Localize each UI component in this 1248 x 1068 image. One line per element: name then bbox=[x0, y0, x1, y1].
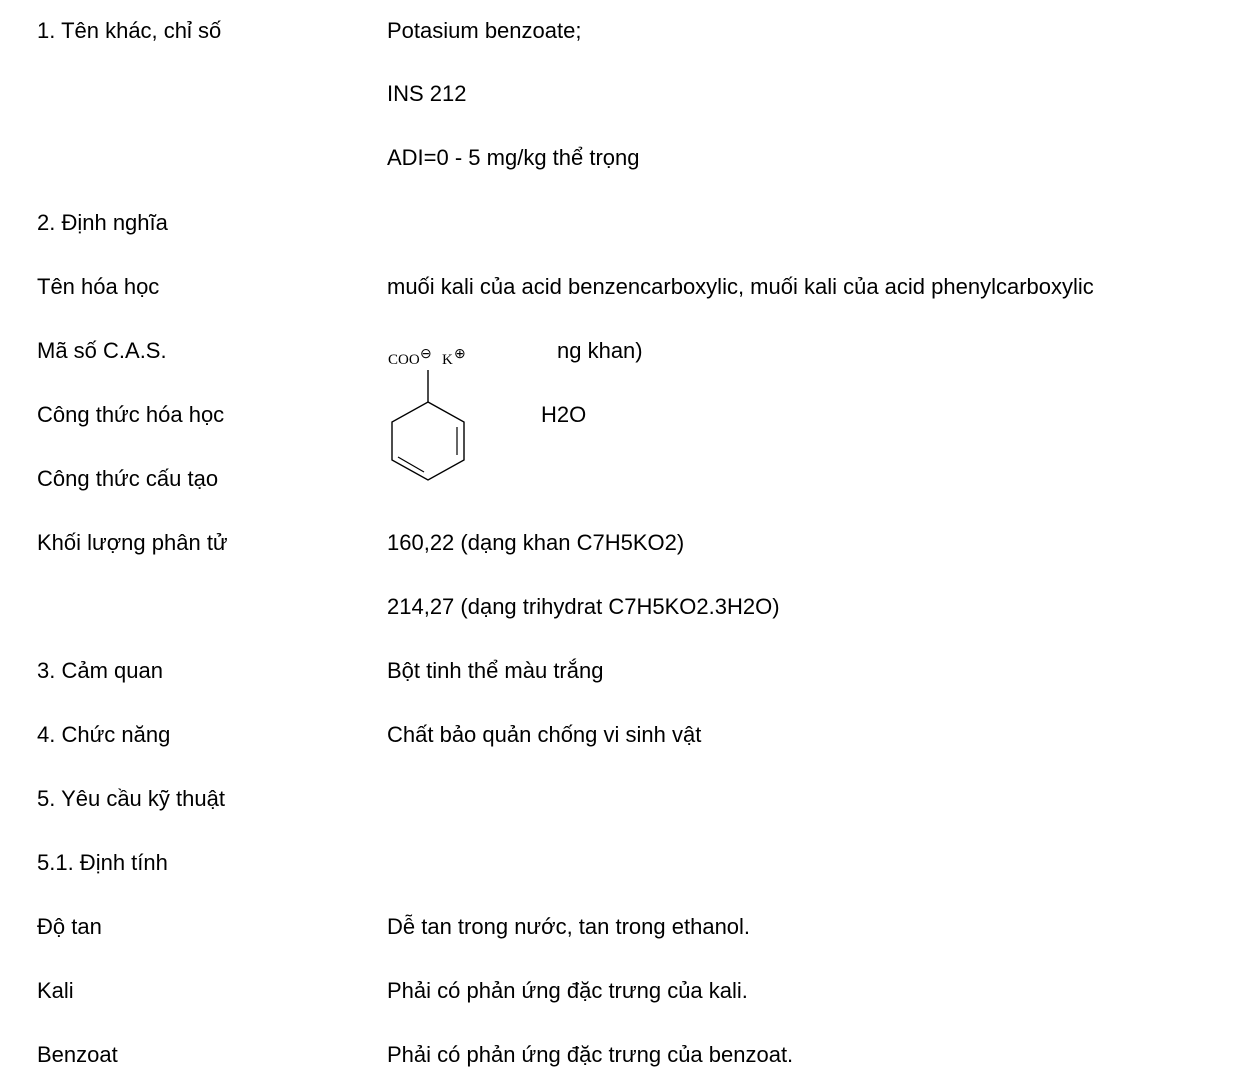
double-bond-lower-left bbox=[398, 457, 424, 472]
positive-charge-symbol: ⊕ bbox=[454, 347, 466, 362]
solubility-value: Dễ tan trong nước, tan trong ethanol. bbox=[387, 914, 751, 939]
function-label: 4. Chức năng bbox=[37, 722, 171, 747]
chemical-name-label: Tên hóa học bbox=[37, 274, 160, 299]
appearance-label: 3. Cảm quan bbox=[37, 658, 163, 683]
benzoate-test-label: Benzoat bbox=[37, 1042, 118, 1067]
other-name-value: Potasium benzoate; bbox=[387, 18, 582, 43]
negative-charge-symbol: ⊖ bbox=[420, 347, 432, 362]
adi-value: ADI=0 - 5 mg/kg thể trọng bbox=[387, 145, 640, 170]
formula-label: Công thức hóa học bbox=[37, 402, 225, 427]
appearance-value: Bột tinh thể màu trắng bbox=[387, 658, 604, 683]
benzene-ring bbox=[392, 402, 464, 480]
cas-label: Mã số C.A.S. bbox=[37, 338, 167, 363]
other-names-label: 1. Tên khác, chỉ số bbox=[37, 18, 222, 43]
carboxylate-text: COO bbox=[388, 352, 420, 368]
chemical-name-value: muối kali của acid benzencarboxylic, muối kali của acid phenylcarboxylic bbox=[387, 274, 1094, 299]
benzoate-test-value: Phải có phản ứng đặc trưng của benzoat. bbox=[387, 1042, 794, 1067]
cas-value: ng khan) bbox=[557, 338, 643, 363]
molecular-weight-anhydrous: 160,22 (dạng khan C7H5KO2) bbox=[387, 530, 685, 555]
ins-value: INS 212 bbox=[387, 81, 467, 106]
potassium-test-value: Phải có phản ứng đặc trưng của kali. bbox=[387, 978, 748, 1003]
potassium-text: K bbox=[442, 352, 453, 368]
function-value: Chất bảo quản chống vi sinh vật bbox=[387, 722, 702, 747]
benzoate-structure-svg bbox=[380, 340, 540, 500]
potassium-test-label: Kali bbox=[37, 978, 74, 1003]
solubility-label: Độ tan bbox=[37, 914, 102, 939]
structural-formula-image bbox=[380, 340, 540, 500]
formula-value: H2O bbox=[541, 402, 587, 427]
technical-requirements-heading: 5. Yêu cầu kỹ thuật bbox=[37, 786, 225, 811]
definition-heading: 2. Định nghĩa bbox=[37, 210, 168, 235]
molecular-weight-trihydrate: 214,27 (dạng trihydrat C7H5KO2.3H2O) bbox=[387, 594, 780, 619]
structure-label: Công thức cấu tạo bbox=[37, 466, 219, 491]
identification-subheading: 5.1. Định tính bbox=[37, 850, 168, 875]
molecular-weight-label: Khối lượng phân tử bbox=[37, 530, 228, 555]
